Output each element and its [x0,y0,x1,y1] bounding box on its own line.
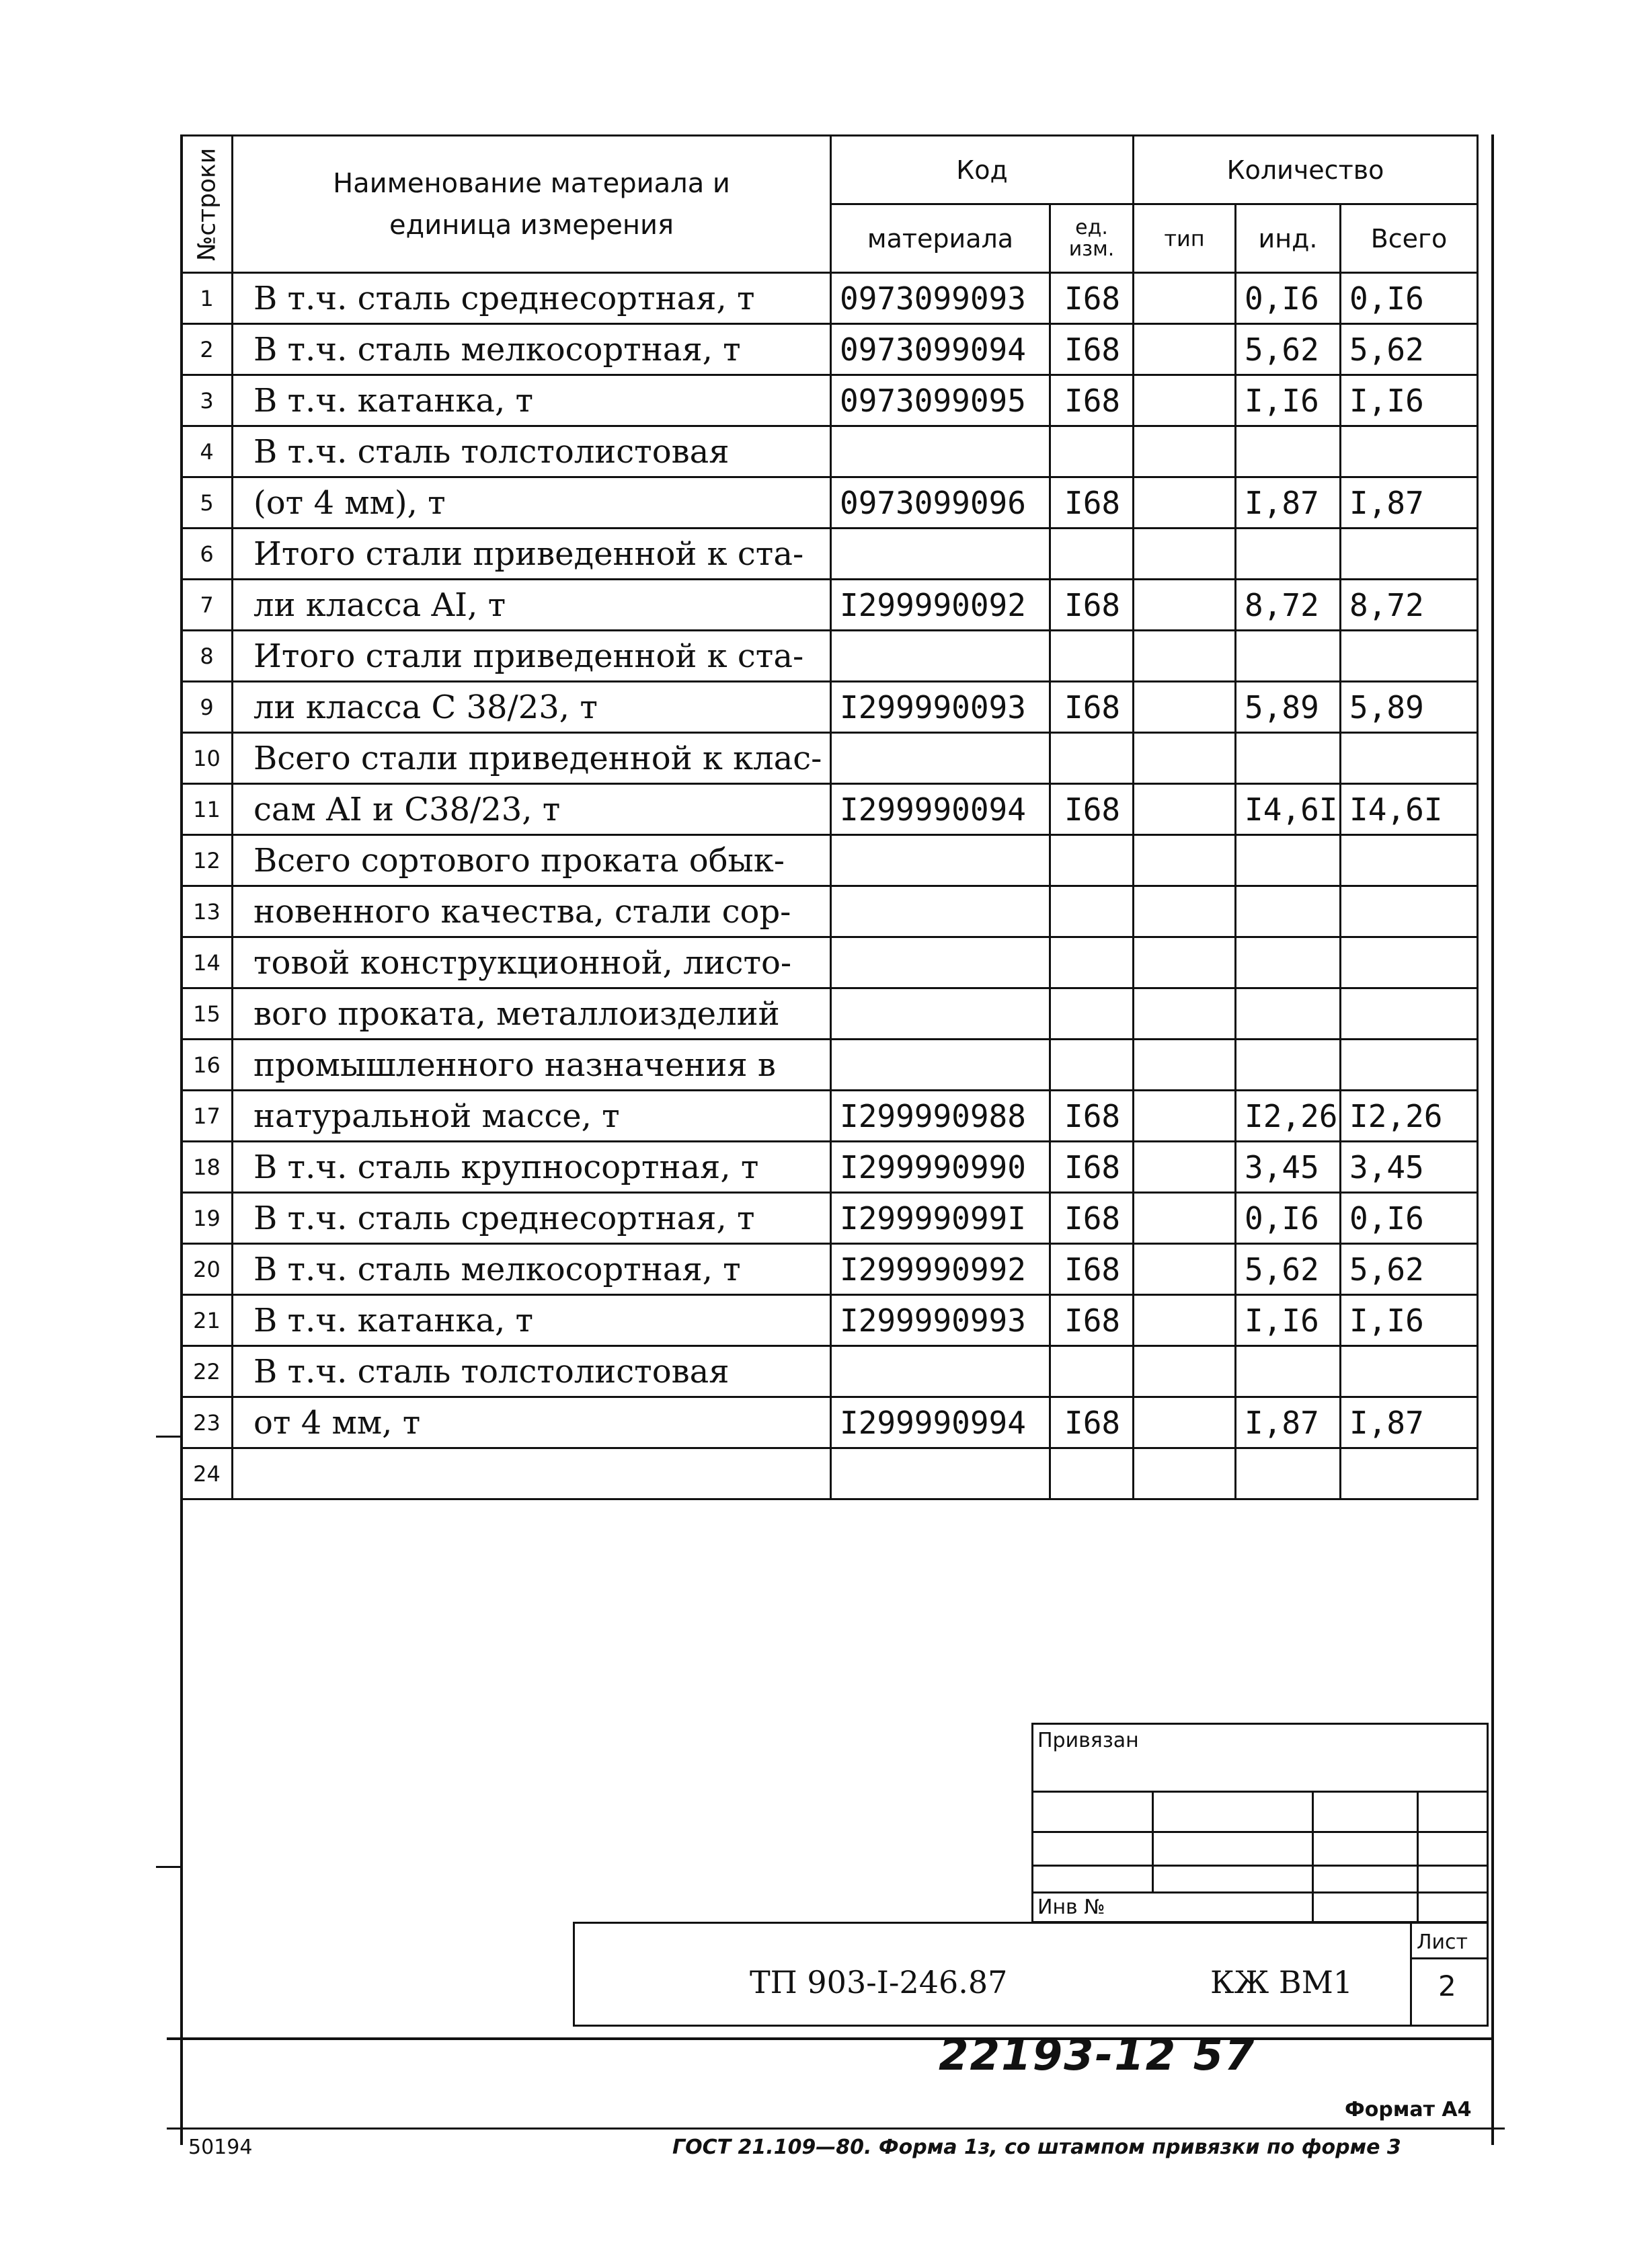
table-row [182,1091,1478,1142]
row-number: 2 [182,324,233,375]
unit-code: I68 [1050,1244,1134,1295]
type-value [1134,426,1236,477]
unit-code: I68 [1050,580,1134,631]
type-value [1134,1142,1236,1193]
table-row [182,324,1478,375]
row-number: 11 [182,784,233,835]
unit-code: I68 [1050,1091,1134,1142]
unit-code [1050,886,1134,937]
type-value [1134,784,1236,835]
material-code: I299990994 [831,1397,1050,1448]
row-number: 14 [182,937,233,988]
total-value: I,I6 [1341,375,1478,426]
total-value: I2,26 [1341,1091,1478,1142]
material-code [831,733,1050,784]
type-value [1134,1091,1236,1142]
type-value [1134,580,1236,631]
material-code: I299990094 [831,784,1050,835]
ind-value: 3,45 [1236,1142,1341,1193]
type-value [1134,273,1236,324]
ind-value: I,I6 [1236,1295,1341,1346]
material-name: Всего стали приведенной к клас- [233,733,831,784]
material-name: (от 4 мм), т [233,477,831,529]
ind-value [1236,886,1341,937]
total-value: I,87 [1341,1397,1478,1448]
total-value [1341,835,1478,886]
ind-value [1236,631,1341,682]
type-value [1134,1397,1236,1448]
type-value [1134,1193,1236,1244]
ind-value [1236,529,1341,580]
row-number: 21 [182,1295,233,1346]
table-row [182,682,1478,733]
ind-value: 5,89 [1236,682,1341,733]
material-code: I299990092 [831,580,1050,631]
unit-code [1050,1346,1134,1397]
header-row-number: №строки [182,136,233,273]
type-value [1134,733,1236,784]
header-unit: ед. изм. [1050,204,1134,273]
total-value: 3,45 [1341,1142,1478,1193]
material-name: ли класса AI, т [233,580,831,631]
ind-value: I,87 [1236,1397,1341,1448]
total-value [1341,529,1478,580]
unit-code: I68 [1050,273,1134,324]
table-row [182,937,1478,988]
row-number: 1 [182,273,233,324]
materials-table [180,134,1479,1500]
total-value [1341,1448,1478,1499]
material-name: В т.ч. сталь мелкосортная, т [233,1244,831,1295]
type-value [1134,477,1236,529]
material-code [831,937,1050,988]
unit-code [1050,631,1134,682]
material-code [831,988,1050,1040]
ind-value: 5,62 [1236,324,1341,375]
handwritten-number: 22193-12 57 [939,2031,1256,2080]
table-row [182,1193,1478,1244]
material-name: В т.ч. сталь среднесортная, т [233,1193,831,1244]
material-code: 0973099096 [831,477,1050,529]
binding-stamp [1031,1723,1489,1923]
type-value [1134,886,1236,937]
row-number: 7 [182,580,233,631]
material-name: натуральной массе, т [233,1091,831,1142]
table-row [182,784,1478,835]
material-code: 0973099094 [831,324,1050,375]
material-name: В т.ч. сталь мелкосортная, т [233,324,831,375]
ind-value [1236,1448,1341,1499]
total-value [1341,631,1478,682]
document-code: ТП 903-I-246.87 [750,1964,1008,2000]
header-material-name: Наименование материала и единица измерения [233,136,831,273]
unit-code: I68 [1050,324,1134,375]
material-code [831,886,1050,937]
type-value [1134,631,1236,682]
ind-value [1236,1040,1341,1091]
table-row [182,477,1478,529]
material-name: промышленного назначения в [233,1040,831,1091]
total-value [1341,937,1478,988]
type-value [1134,1448,1236,1499]
row-number: 12 [182,835,233,886]
type-value [1134,1040,1236,1091]
row-number: 13 [182,886,233,937]
ind-value: I4,6I [1236,784,1341,835]
material-name: В т.ч. катанка, т [233,1295,831,1346]
total-value [1341,886,1478,937]
material-name: Итого стали приведенной к ста- [233,631,831,682]
total-value: 0,I6 [1341,273,1478,324]
type-value [1134,937,1236,988]
table-row [182,886,1478,937]
table-row [182,1397,1478,1448]
row-number: 16 [182,1040,233,1091]
table-row [182,375,1478,426]
material-name: ли класса С 38/23, т [233,682,831,733]
row-number: 15 [182,988,233,1040]
margin-tick [156,1866,183,1868]
total-value: I,I6 [1341,1295,1478,1346]
total-value: 8,72 [1341,580,1478,631]
table-row [182,529,1478,580]
header-code: Код [831,136,1134,204]
unit-code [1050,937,1134,988]
ind-value: 0,I6 [1236,273,1341,324]
footer-gost: ГОСТ 21.109—80. Форма 1з, со штампом привязки по форме 3 [672,2136,1401,2159]
total-value: I,87 [1341,477,1478,529]
linked-label: Привязан [1037,1729,1139,1752]
material-name: сам AI и С38/23, т [233,784,831,835]
material-code: I299990992 [831,1244,1050,1295]
unit-code: I68 [1050,1397,1134,1448]
material-code [831,529,1050,580]
unit-code [1050,1040,1134,1091]
row-number: 24 [182,1448,233,1499]
row-number: 9 [182,682,233,733]
material-code: I299990993 [831,1295,1050,1346]
unit-code: I68 [1050,682,1134,733]
material-name: от 4 мм, т [233,1397,831,1448]
frame-bottom-line [167,2037,1491,2040]
table-row [182,273,1478,324]
row-number: 4 [182,426,233,477]
inv-no-label: Инв № [1037,1896,1105,1919]
material-name: В т.ч. катанка, т [233,375,831,426]
unit-code [1050,835,1134,886]
material-name [233,1448,831,1499]
ind-value [1236,988,1341,1040]
material-name: вого проката, металлоизделий [233,988,831,1040]
header-material-code: материала [831,204,1050,273]
material-code: I299990988 [831,1091,1050,1142]
unit-code: I68 [1050,1142,1134,1193]
type-value [1134,1295,1236,1346]
total-value: 5,89 [1341,682,1478,733]
type-value [1134,682,1236,733]
total-value: 5,62 [1341,324,1478,375]
unit-code: I68 [1050,1295,1134,1346]
material-code: I299990990 [831,1142,1050,1193]
type-value [1134,1244,1236,1295]
unit-code [1050,1448,1134,1499]
header-ind: инд. [1236,204,1341,273]
unit-code: I68 [1050,477,1134,529]
table-row [182,988,1478,1040]
unit-code [1050,988,1134,1040]
table-row [182,631,1478,682]
ind-value [1236,835,1341,886]
type-value [1134,1346,1236,1397]
ind-value: I,I6 [1236,375,1341,426]
table-row [182,1346,1478,1397]
table-row [182,1295,1478,1346]
table-row [182,1040,1478,1091]
row-number: 17 [182,1091,233,1142]
total-value: 5,62 [1341,1244,1478,1295]
material-code [831,1346,1050,1397]
title-stamp [573,1922,1489,2027]
row-number: 3 [182,375,233,426]
total-value [1341,733,1478,784]
table-row [182,1142,1478,1193]
material-code [831,631,1050,682]
ind-value [1236,426,1341,477]
type-value [1134,375,1236,426]
row-number: 8 [182,631,233,682]
footer-line [167,2128,1505,2130]
material-code: 0973099093 [831,273,1050,324]
header-type: тип [1134,204,1236,273]
type-value [1134,835,1236,886]
total-value [1341,426,1478,477]
table-row [182,426,1478,477]
material-code [831,1448,1050,1499]
row-number: 6 [182,529,233,580]
margin-tick [156,1436,183,1438]
unit-code: I68 [1050,1193,1134,1244]
material-name: товой конструкционной, листо- [233,937,831,988]
ind-value [1236,1346,1341,1397]
table-row [182,1244,1478,1295]
material-code [831,835,1050,886]
table-row [182,1448,1478,1499]
document-mark: КЖ ВМ1 [1210,1964,1353,2000]
table-row [182,580,1478,631]
ind-value: 8,72 [1236,580,1341,631]
material-name: Итого стали приведенной к ста- [233,529,831,580]
table-row [182,733,1478,784]
total-value [1341,1346,1478,1397]
format-label: Формат А4 [1345,2098,1472,2121]
material-code [831,426,1050,477]
header-total: Всего [1341,204,1478,273]
material-name: новенного качества, стали сор- [233,886,831,937]
sheet-number: 2 [1438,1969,1456,2002]
row-number: 10 [182,733,233,784]
material-code: I299990093 [831,682,1050,733]
unit-code [1050,733,1134,784]
material-code: 0973099095 [831,375,1050,426]
type-value [1134,324,1236,375]
table-row [182,835,1478,886]
row-number: 20 [182,1244,233,1295]
total-value [1341,988,1478,1040]
row-number: 23 [182,1397,233,1448]
unit-code [1050,529,1134,580]
footer-left-code: 50194 [188,2136,253,2159]
total-value: I4,6I [1341,784,1478,835]
ind-value: I,87 [1236,477,1341,529]
material-name: В т.ч. сталь толстолистовая [233,426,831,477]
total-value: 0,I6 [1341,1193,1478,1244]
material-name: В т.ч. сталь среднесортная, т [233,273,831,324]
row-number: 19 [182,1193,233,1244]
ind-value [1236,733,1341,784]
row-number: 18 [182,1142,233,1193]
unit-code [1050,426,1134,477]
ind-value: I2,26 [1236,1091,1341,1142]
material-name: В т.ч. сталь крупносортная, т [233,1142,831,1193]
material-code: I29999099I [831,1193,1050,1244]
total-value [1341,1040,1478,1091]
type-value [1134,988,1236,1040]
header-quantity: Количество [1134,136,1478,204]
material-code [831,1040,1050,1091]
sheet-label: Лист [1417,1930,1468,1954]
row-number: 5 [182,477,233,529]
ind-value [1236,937,1341,988]
material-name: В т.ч. сталь толстолистовая [233,1346,831,1397]
type-value [1134,529,1236,580]
material-name: Всего сортового проката обык- [233,835,831,886]
unit-code: I68 [1050,375,1134,426]
ind-value: 0,I6 [1236,1193,1341,1244]
row-number: 22 [182,1346,233,1397]
unit-code: I68 [1050,784,1134,835]
ind-value: 5,62 [1236,1244,1341,1295]
